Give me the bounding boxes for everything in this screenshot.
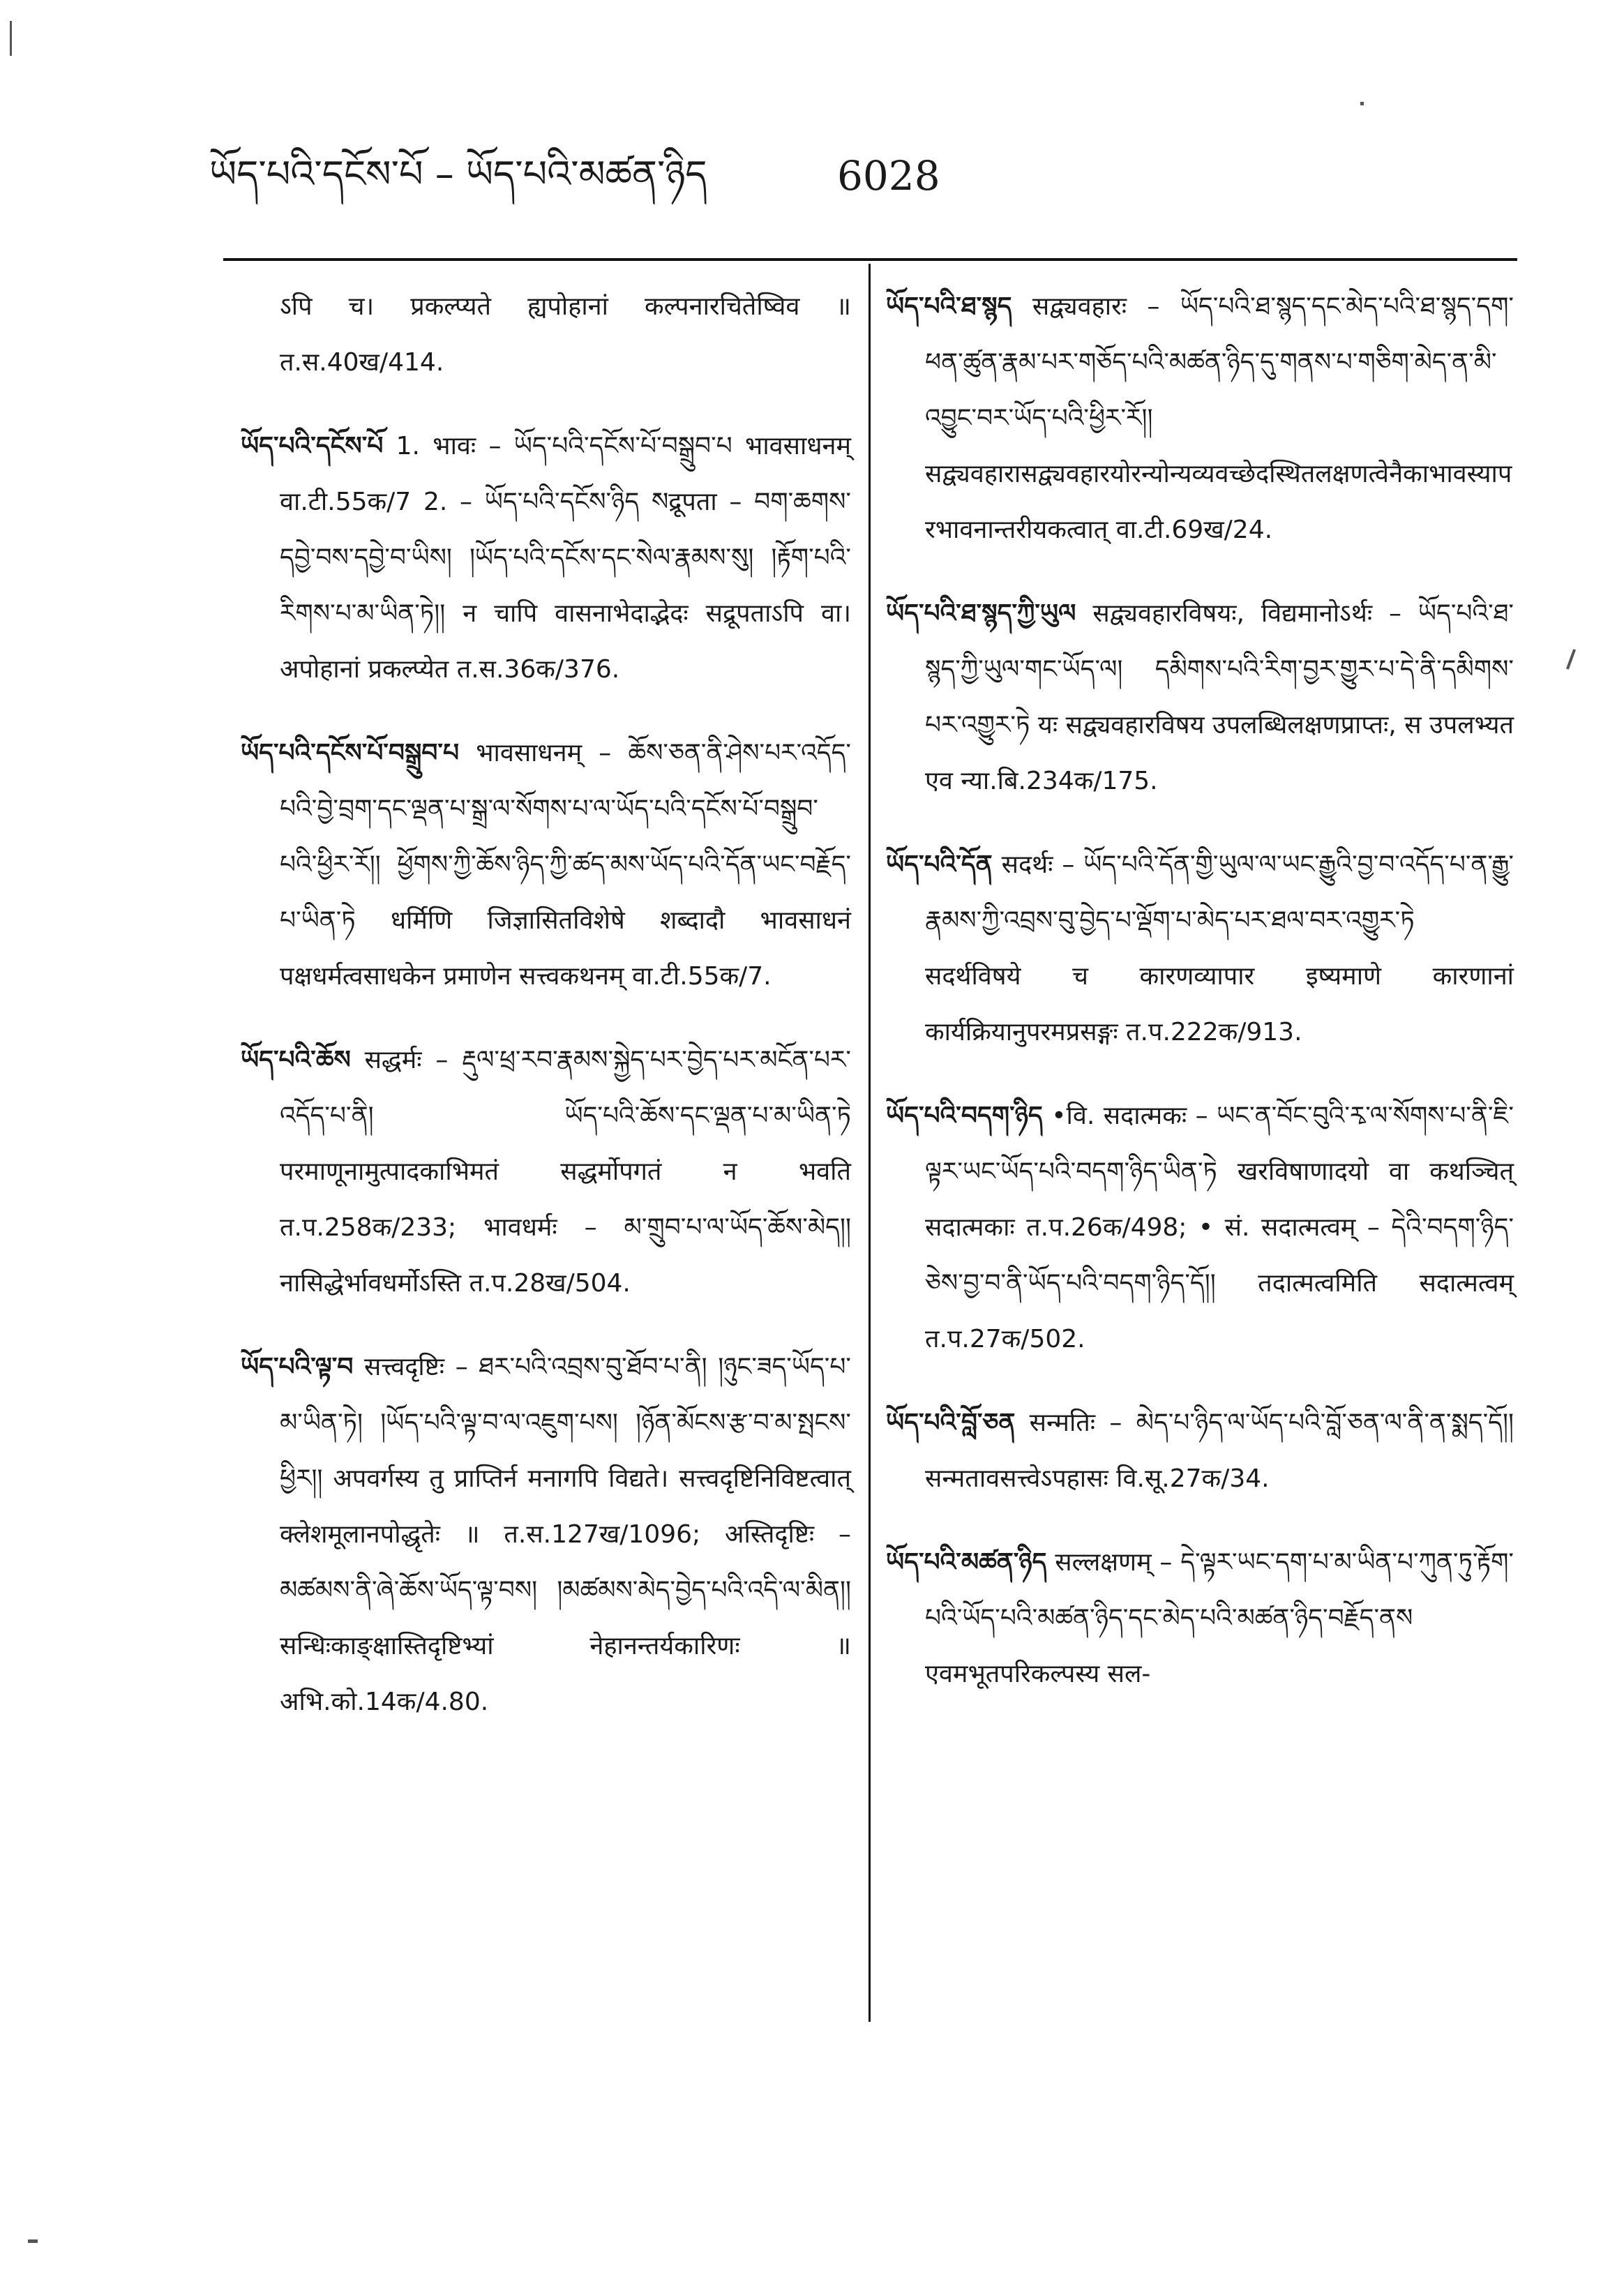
entry-text: •वि. सदात्मकः – ཡང་ན་བོང་བུའི་རྭ་ལ་སོགས་པ་ནི་ཇི་ལྟར་ཡང་ཡོད་པའི་བདག་ཉིད་ཡིན་ཏེ खरविषाणादयो वा कथञ्चित् सदात्मकाः त.प.26क/498; • सं. सदात्मत्वम् – དེའི་བདག་ཉིད་ཅེས་བྱ་བ་ནི་ཡོད་པའི་བདག་ཉིད་དོ།། तदात्मत्वमिति सदात्मत्वम् त.प.27क/502. [925,1102,1514,1353]
dictionary-entry [886,586,1514,809]
dictionary-entry [241,1339,851,1730]
entry-continuation [241,279,851,391]
entry-headword: ཡོད་པའི་བདག་ཉིད [886,1102,1043,1130]
scan-speck [1360,102,1364,105]
entry-headword: ཡོད་པའི་དོན [886,850,993,879]
dictionary-entry [886,1395,1514,1507]
dictionary-entry [241,726,851,1005]
entry-headword: ཡོད་པའི་ལྟ་བ [241,1353,354,1381]
dictionary-entry [886,837,1514,1060]
running-title: ཡོད་པའི་དངོས་པོ – ཡོད་པའི་མཚན་ཉིད [209,152,707,196]
entry-headword: ཡོད་པའི་ཐ་སྙད [886,292,1012,321]
dictionary-entry [886,1535,1514,1702]
column-divider [869,264,871,2022]
entry-headword: ཡོད་པའི་ཆོས [241,1046,351,1074]
entry-text: सदर्थः – ཡོད་པའི་དོན་གྱི་ཡུལ་ལ་ཡང་རྒྱུའི་བྱ་བ་འདོད་པ་ན་རྒྱུ་རྣམས་ཀྱི་འབྲས་བུ་བྱེད་པ་ལྡོག་པ་མེད་པར་ཐལ་བར་འགྱུར་ཏེ सदर्थविषये च कारणव्यापार इष्यमाणे कारणानां कार्यक्रियानुपरमप्रसङ्गः त.प.222क/913. [925,850,1514,1046]
entry-text: सद्धर्मः – རྡུལ་ཕྲ་རབ་རྣམས་སྐྱེད་པར་བྱེད་པར་མངོན་པར་འདོད་པ་ནི། ཡོད་པའི་ཆོས་དང་ལྡན་པ་མ་ཡིན་ཏེ परमाणूनामुत्पादकाभिमतं सद्धर्मोपगतं न भवति त.प.258क/233; भावधर्मः – མ་གྲུབ་པ་ལ་ཡོད་ཆོས་མེད།། नासिद्धेर्भावधर्मोऽस्ति त.प.28ख/504. [280,1046,851,1298]
entry-text: भावसाधनम् – ཆོས་ཅན་ནི་ཤེས་པར་འདོད་པའི་བྱེ་བྲག་དང་ལྡན་པ་སྒྲ་ལ་སོགས་པ་ལ་ཡོད་པའི་དངོས་པོ་བསྒྲུབ་པའི་ཕྱིར་རོ།། ཕྱོགས་ཀྱི་ཆོས་ཉིད་ཀྱི་ཚད་མས་ཡོད་པའི་དོན་ཡང་བརྗོད་པ་ཡིན་ཏེ धर्मिणि जिज्ञासितविशेषे शब्दादौ भावसाधनं पक्षधर्मत्वसाधकेन प्रमाणेन सत्त्वकथनम् वा.टी.55क/7. [280,739,851,991]
entry-text: ऽपि च। प्रकल्प्यते ह्यपोहानां कल्पनारचितेष्विव ॥ त.स.40ख/414. [280,292,851,377]
left-column [241,279,851,1758]
entry-text: सद्व्यवहारः – ཡོད་པའི་ཐ་སྙད་དང་མེད་པའི་ཐ་སྙད་དག་ཕན་ཚུན་རྣམ་པར་གཅོད་པའི་མཚན་ཉིད་དུ་གནས་པ་གཅིག་མེད་ན་མི་འབྱུང་བར་ཡོད་པའི་ཕྱིར་རོ།། सद्व्यवहारासद्व्यवहारयोरन्योन्यव्यवच्छेदस्थितलक्षणत्वेनैकाभावस्यापरभावनान्तरीयकत्वात् वा.टी.69ख/24. [925,292,1514,544]
page-number: 6028 [837,152,940,200]
header-rule [223,258,1517,261]
right-column [886,279,1514,1730]
dictionary-entry [241,1033,851,1312]
entry-headword: ཡོད་པའི་དངོས་པོ [241,432,384,460]
entry-headword: ཡོད་པའི་དངོས་པོ་བསྒྲུབ་པ [241,739,460,767]
dictionary-entry [886,1088,1514,1367]
entry-text: सत्त्वदृष्टिः – ཐར་པའི་འབྲས་བུ་ཐོབ་པ་ནི། །ཉུང་ཟད་ཡོད་པ་མ་ཡིན་ཏེ། །ཡོད་པའི་ལྟ་བ་ལ་འཇུག་པས། །ཉོན་མོངས་རྩ་བ་མ་སྤངས་ཕྱིར།། अपवर्गस्य तु प्राप्तिर्न मनागपि विद्यते। सत्त्वदृष्टिनिविष्टत्वात् क्लेशमूलानपोद्धृतेः ॥ त.स.127ख/1096; अस्तिदृष्टिः – མཚམས་ནི་ཞེ་ཆོས་ཡོད་ལྟ་བས། །མཚམས་མེད་བྱེད་པའི་འདི་ལ་མིན།། सन्धिःकाङ्क्षास्तिदृष्टिभ्यां नेहानन्तर्यकारिणः ॥ अभि.को.14क/4.80. [280,1353,851,1716]
entry-text: सन्मतिः – མེད་པ་ཉིད་ལ་ཡོད་པའི་བློ་ཅན་ལ་ནི་ན་སྨད་དོ།། सन्मतावसत्त्वेऽपहासः वि.सू.27क/34. [925,1409,1514,1493]
entry-text: सल्लक्षणम् – དེ་ལྟར་ཡང་དག་པ་མ་ཡིན་པ་ཀུན་ཏུ་རྟོག་པའི་ཡོད་པའི་མཚན་ཉིད་དང་མེད་པའི་མཚན་ཉིད་བརྗོད་ནས एवमभूतपरिकल्पस्य सल- [925,1548,1514,1688]
scan-speck [1566,649,1576,670]
entry-headword: ཡོད་པའི་བློ་ཅན [886,1409,1016,1437]
dictionary-entry [886,279,1514,558]
entry-headword: ཡོད་པའི་མཚན་ཉིད [886,1548,1047,1577]
scan-speck [28,2239,38,2243]
entry-text: सद्व्यवहारविषयः, विद्यमानोऽर्थः – ཡོད་པའི་ཐ་སྙད་ཀྱི་ཡུལ་གང་ཡོད་ལ། དམིགས་པའི་རིག་བྱར་གྱུར་པ་དེ་ནི་དམིགས་པར་འགྱུར་ཏེ यः सद्व्यवहारविषय उपलब्धिलक्षणप्राप्तः, स उपलभ्यत एव न्या.बि.234क/175. [925,599,1514,795]
scan-speck [10,21,12,56]
entry-text: 1. भावः – ཡོད་པའི་དངོས་པོ་བསྒྲུབ་པ भावसाधनम् वा.टी.55क/7 2. – ཡོད་པའི་དངོས་ཉིད སद्रूपता – བག་ཆགས་དབྱེ་བས་དབྱེ་བ་ཡིས། །ཡོད་པའི་དངོས་དང་སེལ་རྣམས་སུ། །རྟོག་པའི་རིགས་པ་མ་ཡིན་ཏེ།། न चापि वासनाभेदाद्भेदः सद्रूपताऽपि वा। अपोहानां प्रकल्प्येत त.स.36क/376. [280,432,851,684]
entry-headword: ཡོད་པའི་ཐ་སྙད་ཀྱི་ཡུལ [886,599,1076,628]
dictionary-entry [241,419,851,698]
